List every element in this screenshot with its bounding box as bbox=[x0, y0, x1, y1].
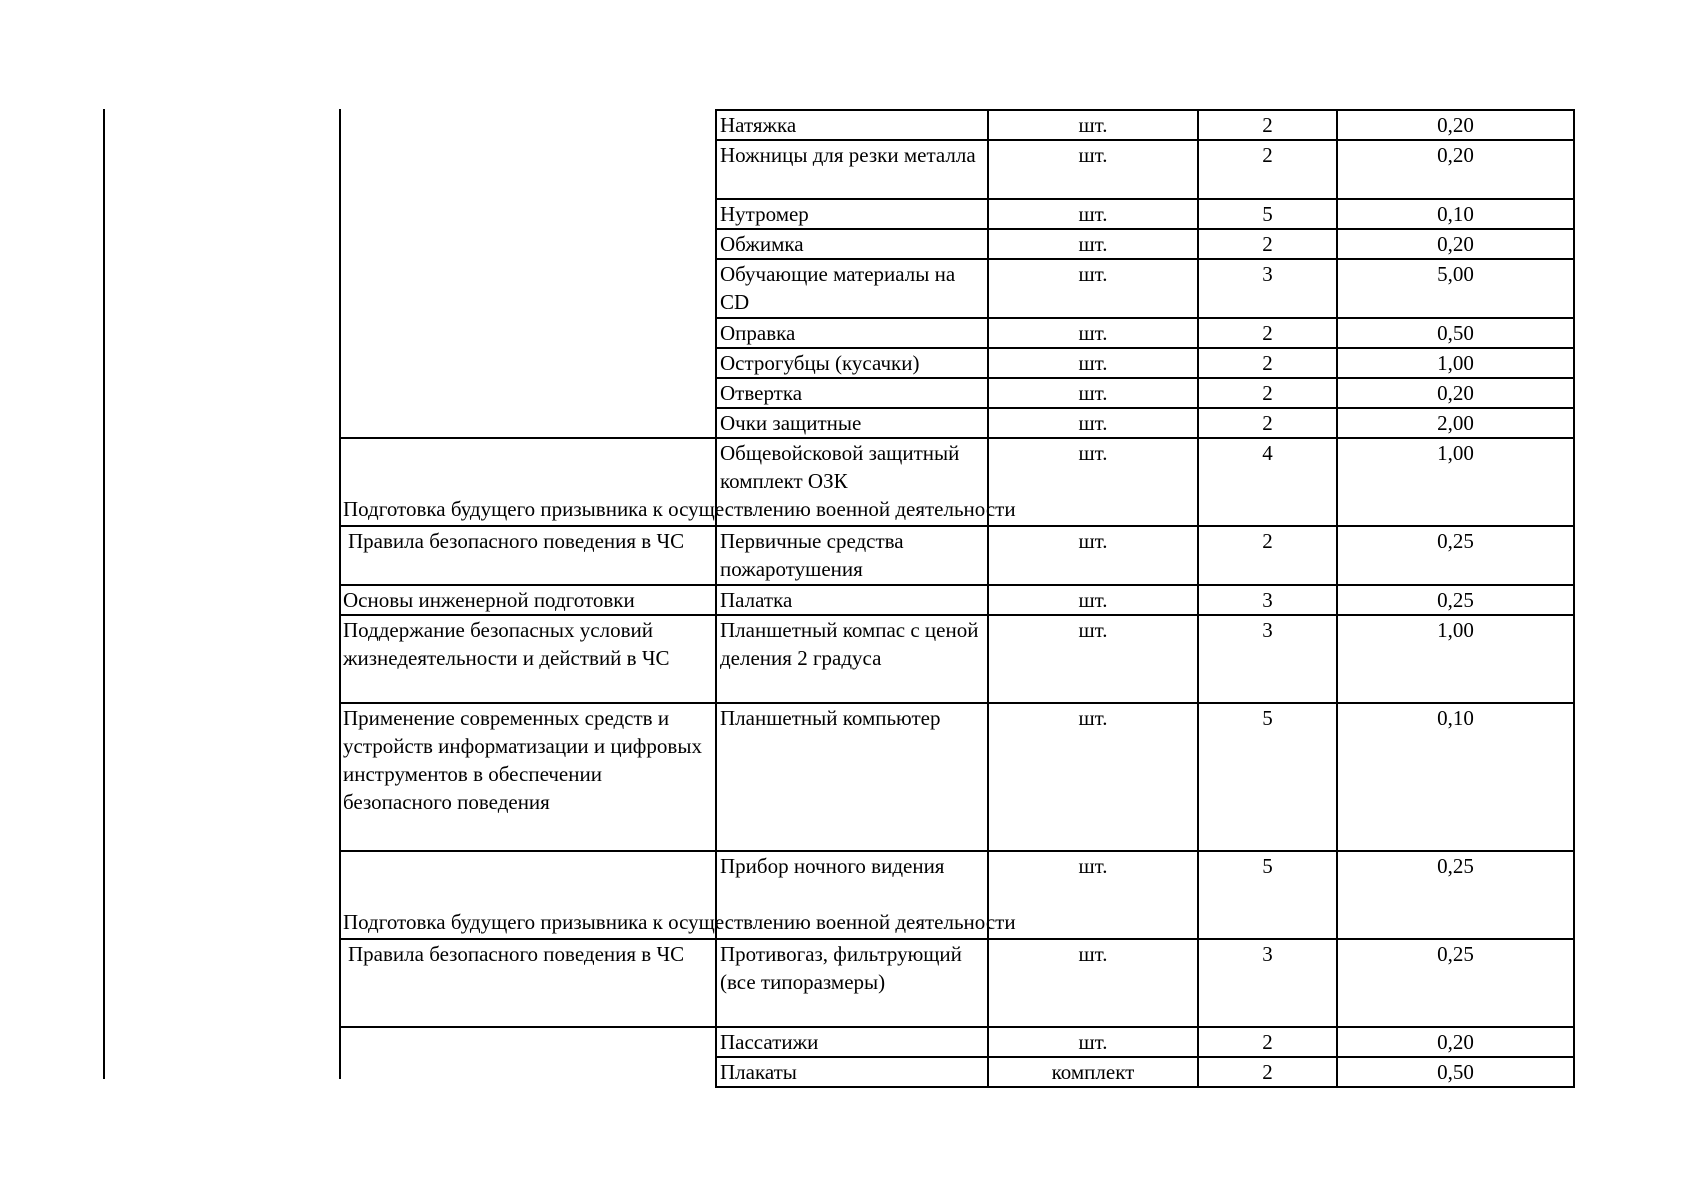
item-name: Обжимка bbox=[716, 229, 988, 259]
item-unit: шт. bbox=[988, 140, 1198, 199]
item-name: Прибор ночного видения bbox=[716, 851, 988, 939]
item-name: Противогаз, фильтрующий (все типоразмеры) bbox=[716, 939, 988, 1027]
item-unit: шт. bbox=[988, 526, 1198, 585]
item-rate: 2,00 bbox=[1337, 408, 1574, 438]
item-unit: шт. bbox=[988, 1027, 1198, 1057]
item-unit: шт. bbox=[988, 229, 1198, 259]
item-unit: шт. bbox=[988, 585, 1198, 615]
item-name: Натяжка bbox=[716, 110, 988, 140]
item-name: Планшетный компьютер bbox=[716, 703, 988, 851]
item-unit: шт. bbox=[988, 318, 1198, 348]
item-rate: 1,00 bbox=[1337, 615, 1574, 703]
item-rate: 0,20 bbox=[1337, 140, 1574, 199]
item-rate: 0,10 bbox=[1337, 703, 1574, 851]
item-name: Общевойсковой защитный комплект ОЗК bbox=[716, 438, 988, 526]
item-name: Отвертка bbox=[716, 378, 988, 408]
item-rate: 1,00 bbox=[1337, 438, 1574, 526]
section-cell: Применение современных средств и устройств информатизации и цифровых инструментов в обеспечении безопасного поведения bbox=[340, 703, 716, 851]
item-quantity: 5 bbox=[1198, 199, 1337, 229]
item-unit: шт. bbox=[988, 110, 1198, 140]
section-cell: Поддержание безопасных условий жизнедеятельности и действий в ЧС bbox=[340, 615, 716, 703]
table-row bbox=[340, 851, 1574, 939]
item-rate: 0,10 bbox=[1337, 199, 1574, 229]
item-quantity: 5 bbox=[1198, 851, 1337, 939]
item-rate: 0,20 bbox=[1337, 378, 1574, 408]
item-quantity: 2 bbox=[1198, 110, 1337, 140]
item-name: Оправка bbox=[716, 318, 988, 348]
item-rate: 0,20 bbox=[1337, 110, 1574, 140]
item-unit: шт. bbox=[988, 348, 1198, 378]
item-unit: шт. bbox=[988, 703, 1198, 851]
item-rate: 0,20 bbox=[1337, 229, 1574, 259]
item-name: Планшетный компас с ценой деления 2 градуса bbox=[716, 615, 988, 703]
item-unit: шт. bbox=[988, 851, 1198, 939]
section-cell: Основы инженерной подготовки bbox=[340, 585, 716, 615]
item-rate: 0,20 bbox=[1337, 1027, 1574, 1057]
item-rate: 0,25 bbox=[1337, 851, 1574, 939]
item-rate: 5,00 bbox=[1337, 259, 1574, 318]
item-quantity: 2 bbox=[1198, 1057, 1337, 1087]
item-name: Нутромер bbox=[716, 199, 988, 229]
table-row bbox=[340, 585, 1574, 615]
left-margin-line bbox=[103, 109, 105, 1079]
item-quantity: 2 bbox=[1198, 318, 1337, 348]
item-unit: шт. bbox=[988, 408, 1198, 438]
item-unit: шт. bbox=[988, 615, 1198, 703]
section-cell: Правила безопасного поведения в ЧС bbox=[340, 526, 716, 585]
item-quantity: 2 bbox=[1198, 1027, 1337, 1057]
item-quantity: 3 bbox=[1198, 259, 1337, 318]
table-row bbox=[340, 526, 1574, 585]
item-quantity: 2 bbox=[1198, 229, 1337, 259]
item-rate: 0,50 bbox=[1337, 1057, 1574, 1087]
item-unit: комплект bbox=[988, 1057, 1198, 1087]
item-quantity: 3 bbox=[1198, 939, 1337, 1027]
item-unit: шт. bbox=[988, 199, 1198, 229]
item-rate: 1,00 bbox=[1337, 348, 1574, 378]
item-quantity: 4 bbox=[1198, 438, 1337, 526]
item-quantity: 5 bbox=[1198, 703, 1337, 851]
item-quantity: 2 bbox=[1198, 348, 1337, 378]
table-row bbox=[340, 438, 1574, 526]
item-quantity: 3 bbox=[1198, 615, 1337, 703]
item-name: Обучающие материалы на CD bbox=[716, 259, 988, 318]
item-quantity: 3 bbox=[1198, 585, 1337, 615]
item-unit: шт. bbox=[988, 438, 1198, 526]
item-rate: 0,25 bbox=[1337, 585, 1574, 615]
item-name: Пассатижи bbox=[716, 1027, 988, 1057]
item-unit: шт. bbox=[988, 939, 1198, 1027]
section-cell: Правила безопасного поведения в ЧС bbox=[340, 939, 716, 1027]
item-name: Ножницы для резки металла bbox=[716, 140, 988, 199]
item-unit: шт. bbox=[988, 259, 1198, 318]
item-name: Острогубцы (кусачки) bbox=[716, 348, 988, 378]
section-cell: Подготовка будущего призывника к осуществлению военной деятельности bbox=[340, 851, 716, 939]
item-quantity: 2 bbox=[1198, 378, 1337, 408]
table-row bbox=[340, 110, 1574, 140]
section-cell: Подготовка будущего призывника к осуществлению военной деятельности bbox=[340, 438, 716, 526]
item-name: Плакаты bbox=[716, 1057, 988, 1087]
table-row bbox=[340, 939, 1574, 1027]
table-row bbox=[340, 615, 1574, 703]
item-name: Палатка bbox=[716, 585, 988, 615]
item-name: Первичные средства пожаротушения bbox=[716, 526, 988, 585]
section-cell-empty bbox=[340, 110, 716, 438]
item-unit: шт. bbox=[988, 378, 1198, 408]
item-rate: 0,50 bbox=[1337, 318, 1574, 348]
equipment-table bbox=[340, 109, 1575, 1088]
item-rate: 0,25 bbox=[1337, 939, 1574, 1027]
item-quantity: 2 bbox=[1198, 140, 1337, 199]
table-row bbox=[340, 1027, 1574, 1057]
item-quantity: 2 bbox=[1198, 526, 1337, 585]
section-cell-empty bbox=[340, 1027, 716, 1087]
table-row bbox=[340, 703, 1574, 851]
item-rate: 0,25 bbox=[1337, 526, 1574, 585]
item-name: Очки защитные bbox=[716, 408, 988, 438]
item-quantity: 2 bbox=[1198, 408, 1337, 438]
